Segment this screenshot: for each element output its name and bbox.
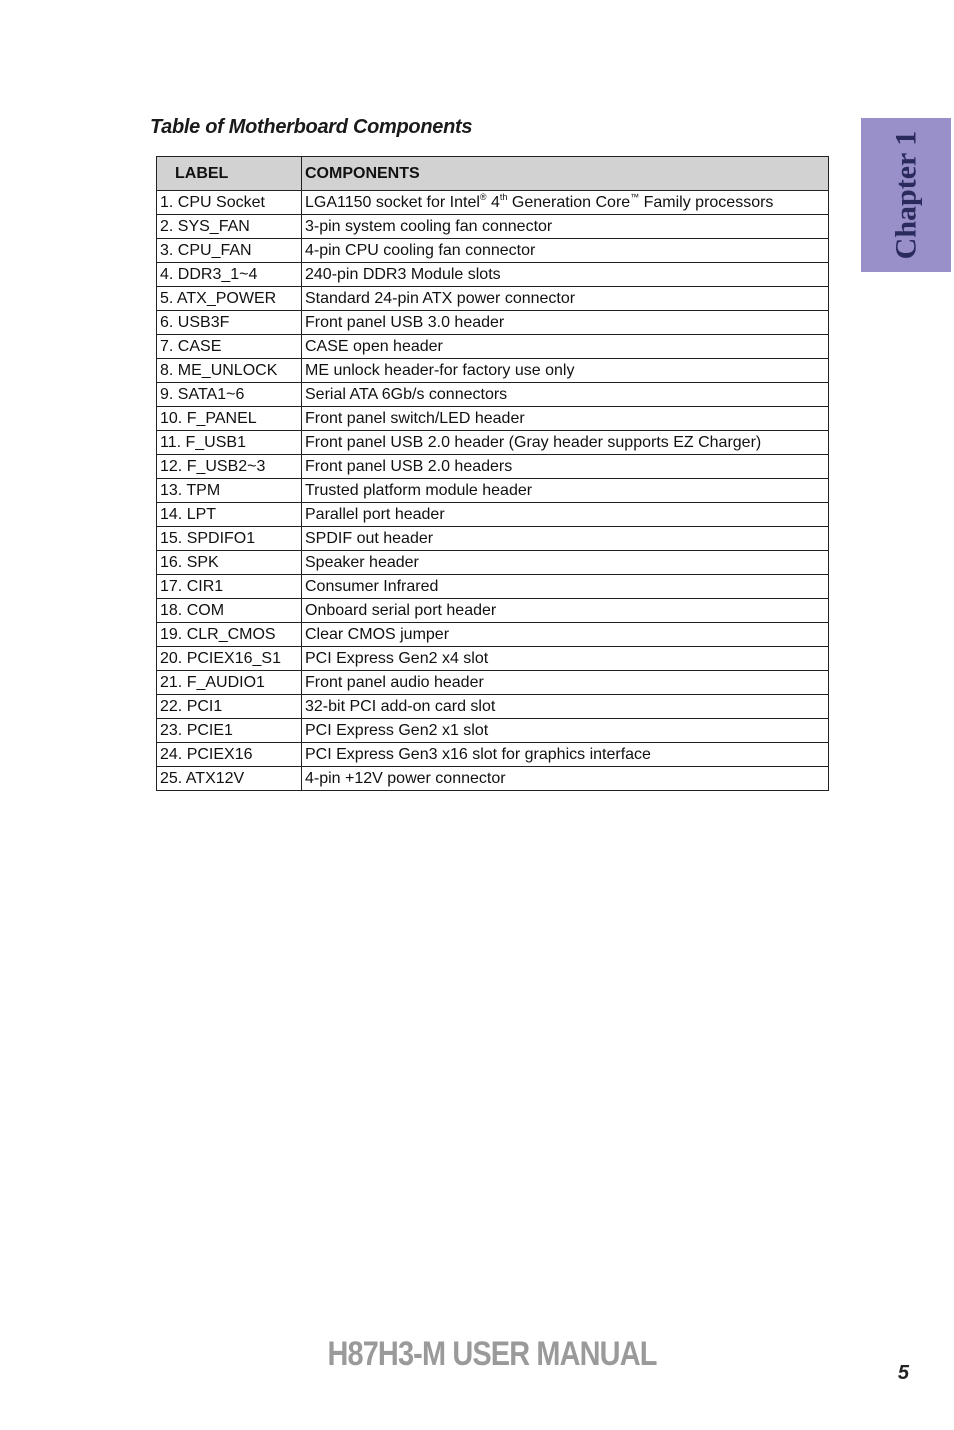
cell-component: Front panel audio header	[302, 671, 829, 695]
cell-label: 8. ME_UNLOCK	[157, 359, 302, 383]
cell-component: 240-pin DDR3 Module slots	[302, 263, 829, 287]
table-row	[157, 479, 829, 503]
table-header-row	[157, 157, 829, 191]
header-label: LABEL	[157, 157, 302, 191]
footer-manual-title: H87H3-M USER MANUAL	[327, 1335, 657, 1373]
cell-component: Clear CMOS jumper	[302, 623, 829, 647]
cell-component: Standard 24-pin ATX power connector	[302, 287, 829, 311]
cell-label: 24. PCIEX16	[157, 743, 302, 767]
cell-component: Front panel USB 2.0 headers	[302, 455, 829, 479]
table-row	[157, 431, 829, 455]
table-row	[157, 599, 829, 623]
cell-label: 16. SPK	[157, 551, 302, 575]
table-row	[157, 647, 829, 671]
table-row	[157, 695, 829, 719]
cell-component: 3-pin system cooling fan connector	[302, 215, 829, 239]
table-row	[157, 671, 829, 695]
cell-label: 1. CPU Socket	[157, 191, 302, 215]
cell-label: 14. LPT	[157, 503, 302, 527]
chapter-tab	[861, 118, 951, 272]
cell-component: CASE open header	[302, 335, 829, 359]
cell-label: 12. F_USB2~3	[157, 455, 302, 479]
cell-label: 6. USB3F	[157, 311, 302, 335]
table-row	[157, 743, 829, 767]
cell-label: 21. F_AUDIO1	[157, 671, 302, 695]
cell-component: SPDIF out header	[302, 527, 829, 551]
cell-component: 4-pin CPU cooling fan connector	[302, 239, 829, 263]
cell-component: PCI Express Gen2 x1 slot	[302, 719, 829, 743]
cell-component: Onboard serial port header	[302, 599, 829, 623]
cell-label: 18. COM	[157, 599, 302, 623]
table-row	[157, 383, 829, 407]
cell-component: PCI Express Gen3 x16 slot for graphics interface	[302, 743, 829, 767]
table-row	[157, 503, 829, 527]
cell-component: Serial ATA 6Gb/s connectors	[302, 383, 829, 407]
table-row	[157, 407, 829, 431]
cell-component: Front panel USB 2.0 header (Gray header supports EZ Charger)	[302, 431, 829, 455]
table-row	[157, 623, 829, 647]
chapter-tab-label: Chapter 1	[889, 130, 922, 260]
cell-label: 23. PCIE1	[157, 719, 302, 743]
cell-label: 19. CLR_CMOS	[157, 623, 302, 647]
cell-label: 13. TPM	[157, 479, 302, 503]
cell-component: Parallel port header	[302, 503, 829, 527]
cell-component: Front panel USB 3.0 header	[302, 311, 829, 335]
cell-label: 4. DDR3_1~4	[157, 263, 302, 287]
table-row	[157, 719, 829, 743]
header-components: COMPONENTS	[302, 157, 829, 191]
table-row	[157, 575, 829, 599]
cell-component: PCI Express Gen2 x4 slot	[302, 647, 829, 671]
cell-label: 22. PCI1	[157, 695, 302, 719]
table-row	[157, 455, 829, 479]
cell-component: 4-pin +12V power connector	[302, 767, 829, 791]
table-row	[157, 263, 829, 287]
cell-component: Front panel switch/LED header	[302, 407, 829, 431]
table-row	[157, 767, 829, 791]
cell-label: 11. F_USB1	[157, 431, 302, 455]
page-number: 5	[897, 1362, 909, 1384]
cell-label: 15. SPDIFO1	[157, 527, 302, 551]
table-row	[157, 239, 829, 263]
cell-label: 17. CIR1	[157, 575, 302, 599]
cell-component: ME unlock header-for factory use only	[302, 359, 829, 383]
cell-component: LGA1150 socket for Intel® 4th Generation Core™ Family processors	[302, 191, 829, 215]
table-row	[157, 215, 829, 239]
section-title: Table of Motherboard Components	[150, 116, 473, 138]
cell-component: Trusted platform module header	[302, 479, 829, 503]
cell-label: 25. ATX12V	[157, 767, 302, 791]
cell-label: 7. CASE	[157, 335, 302, 359]
cell-label: 10. F_PANEL	[157, 407, 302, 431]
cell-label: 2. SYS_FAN	[157, 215, 302, 239]
table-row	[157, 191, 829, 215]
table-row	[157, 311, 829, 335]
table-row	[157, 527, 829, 551]
components-table	[156, 156, 829, 791]
cell-label: 3. CPU_FAN	[157, 239, 302, 263]
cell-label: 20. PCIEX16_S1	[157, 647, 302, 671]
table-row	[157, 551, 829, 575]
table-row	[157, 287, 829, 311]
cell-component: Speaker header	[302, 551, 829, 575]
cell-label: 9. SATA1~6	[157, 383, 302, 407]
cell-component: 32-bit PCI add-on card slot	[302, 695, 829, 719]
cell-label: 5. ATX_POWER	[157, 287, 302, 311]
table-row	[157, 359, 829, 383]
cell-component: Consumer Infrared	[302, 575, 829, 599]
table-row	[157, 335, 829, 359]
